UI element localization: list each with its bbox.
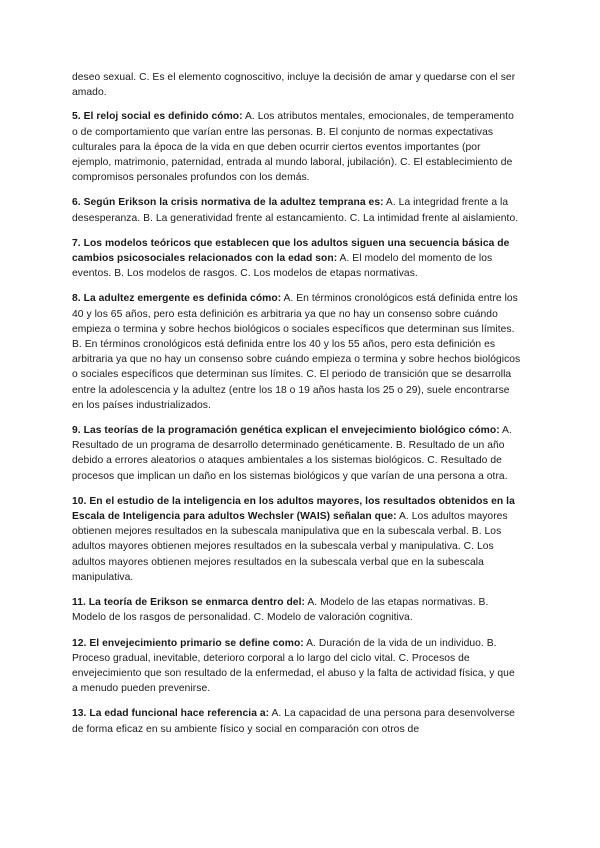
question-7 [72, 236, 522, 282]
answer-text: A. Modelo de las etapas normativas. B. Modelo de los rasgos de personalidad. C. Modelo de valoración cognitiva. [72, 597, 489, 624]
question-text: 8. La adultez emergente es definida cómo: [72, 293, 282, 305]
answer-text: A. La capacidad de una persona para desenvolverse de forma eficaz en su ambiente físico y social en comparación con otros de [72, 708, 515, 735]
question-5 [72, 109, 522, 185]
question-10 [72, 494, 522, 585]
question-text: 12. El envejecimiento primario se define como: [72, 637, 304, 649]
question-11 [72, 595, 522, 625]
question-12 [72, 636, 522, 697]
question-text: 6. Según Erikson la crisis normativa de la adultez temprana es: [72, 197, 384, 209]
question-13 [72, 706, 522, 736]
question-text: 13. La edad funcional hace referencia a: [72, 708, 270, 720]
question-text: 5. El reloj social es definido cómo: [72, 111, 243, 123]
answer-text: A. El modelo del momento de los eventos. B. Los modelos de rasgos. C. Los modelos de etapas normativas. [72, 253, 493, 280]
answer-text: A. La integridad frente a la desesperanza. B. La generatividad frente al estancamiento. C. La intimidad frente al aislamiento. [72, 197, 519, 224]
answer-text: A. Los adultos mayores obtienen mejores resultados en la subescala manipulativa que en la subescala verbal. B. Los adultos mayores obtienen mejores resultados en la subescala verbal y manipulativa. C. Los adultos mayores obtienen mejores resultados en la subescala verbal que en la subescala manipulativa. [72, 511, 508, 583]
answer-text: A. Duración de la vida de un individuo. B. Proceso gradual, inevitable, deterioro corporal a lo largo del ciclo vital. C. Procesos de envejecimiento que son resultado de la enfermedad, el abuso y la falta de actividad física, y que a menudo pueden prevenirse. [72, 637, 515, 695]
question-9 [72, 423, 522, 484]
answer-text: A. Los atributos mentales, emocionales, de temperamento o de comportamiento que varían entre las personas. B. El conjunto de normas expectativas culturales para la época de la vida en que deben ocurrir ciertos eventos importantes (por ejemplo, matrimonio, paternidad, entrada al mundo laboral, jubilación). C. El establecimiento de compromisos personales profundos con los demás. [72, 111, 514, 184]
answer-text: deseo sexual. C. Es el elemento cognoscitivo, incluye la decisión de amar y quedarse con el ser amado. [72, 72, 516, 99]
question-text: 9. Las teorías de la programación genética explican el envejecimiento biológico cómo: [72, 425, 500, 437]
question-text: 10. En el estudio de la inteligencia en los adultos mayores, los resultados obtenidos en la Escala de Inteligencia para adultos Wechsler (WAIS) señalan que: [72, 495, 515, 523]
question-text: 7. Los modelos teóricos que establecen que los adultos siguen una secuencia básica de cambios psicosociales relacionados con la edad son: [72, 237, 510, 265]
continuation-paragraph [72, 70, 522, 100]
answer-text: A. En términos cronológicos está definida entre los 40 y los 65 años, pero esta definición es arbitraria ya que no hay un consenso sobre cuándo empieza o termina y sobre hechos biológicos o sociales específicos que determinan sus límites. B. En términos cronológicos está definida entre los 40 y los 55 años, pero esta definición es arbitraria ya que no hay un consenso sobre cuándo empieza o termina y sobre hechos biológicos o sociales específicos que determinan sus límites. C. El periodo de transición que se desarrolla entre la adolescencia y la adultez (entre los 18 o 19 años hasta los 25 o 29), suele encontrarse en los países industrializados. [72, 293, 521, 411]
question-8 [72, 291, 522, 413]
question-6 [72, 195, 522, 225]
question-text: 11. La teoría de Erikson se enmarca dentro del: [72, 597, 305, 609]
answer-text: A. Resultado de un programa de desarrollo determinado genéticamente. B. Resultado de un año debido a errores aleatorios o ataques ambientales a los sistemas biológicos. C. Resultado de procesos que implican un daño en los sistemas biológicos y que varían de una persona a otra. [72, 425, 512, 482]
